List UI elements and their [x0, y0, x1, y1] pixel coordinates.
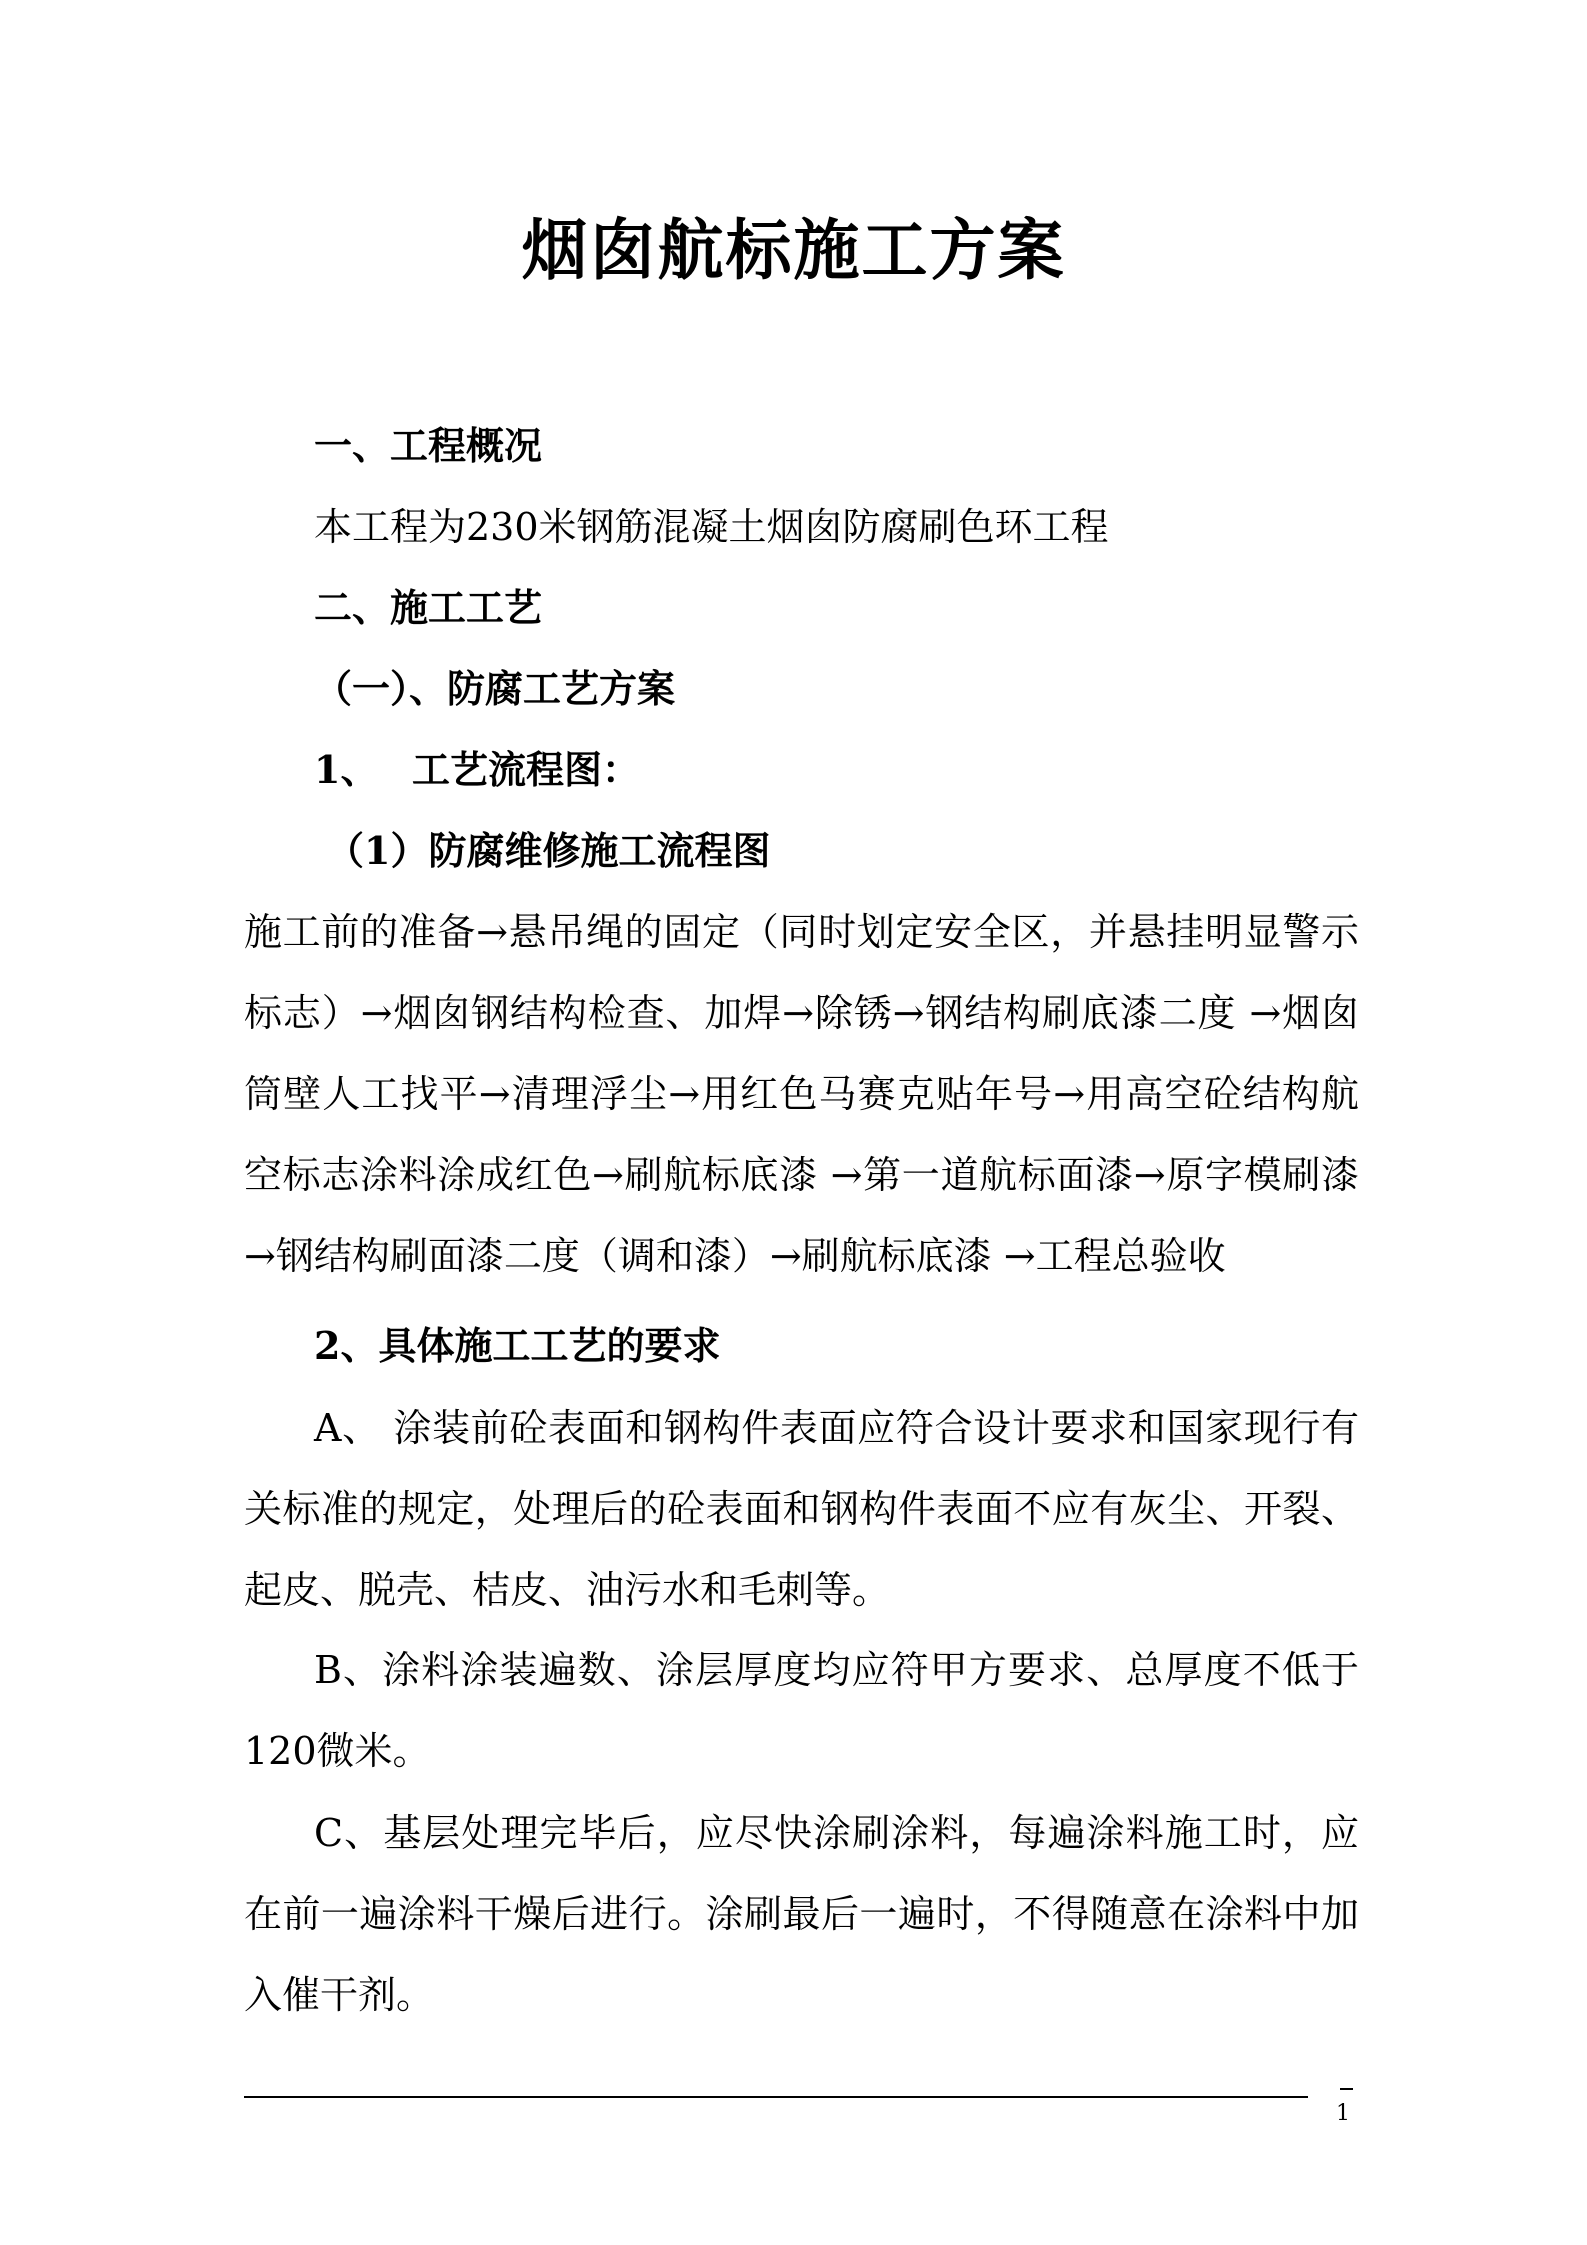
footer-rule	[244, 2096, 1308, 2098]
flow-paragraph: 施工前的准备→悬吊绳的固定（同时划定安全区，并悬挂明显警示标志）→烟囱钢结构检查、加焊→除锈→钢结构刷底漆二度 →烟囱筒壁人工找平→清理浮尘→用红色马赛克贴年号→用高空砼结构航空标志涂料涂成红色→刷航标底漆 →第一道航标面漆→原字模刷漆→钢结构刷面漆二度（调和漆）→刷航标底漆 →工程总验收	[244, 910, 1359, 1278]
requirement-c: C、基层处理完毕后，应尽快涂刷涂料，每遍涂料施工时，应在前一遍涂料干燥后进行。涂刷最后一遍时，不得随意在涂料中加入催干剂。	[244, 1811, 1359, 2017]
item-number-1: 1、	[314, 747, 379, 792]
overview-text: 本工程为230米钢筋混凝土烟囱防腐刷色环工程	[314, 505, 1109, 549]
requirement-a: A、 涂装前砼表面和钢构件表面应符合设计要求和国家现行有关标准的规定，处理后的砼表面和钢构件表面不应有灰尘、开裂、起皮、脱壳、桔皮、油污水和毛刺等。	[244, 1406, 1359, 1612]
section-heading-process: 二、施工工艺	[314, 585, 543, 630]
document-title: 烟囱航标施工方案	[521, 211, 1066, 289]
item-subheading-flowchart: （1）防腐维修施工流程图	[326, 828, 771, 873]
page-number: 1	[1336, 2101, 1350, 2126]
requirement-b: B、涂料涂装遍数、涂层厚度均应符甲方要求、总厚度不低于120微米。	[244, 1648, 1359, 1773]
item-heading-flowchart: 工艺流程图：	[412, 747, 641, 792]
page-number-mark	[1340, 2088, 1353, 2090]
subsection-heading-anticorrosion: （一）、防腐工艺方案	[314, 666, 676, 711]
item-heading-requirements: 2、具体施工工艺的要求	[314, 1323, 721, 1368]
section-heading-overview: 一、工程概况	[314, 423, 543, 468]
